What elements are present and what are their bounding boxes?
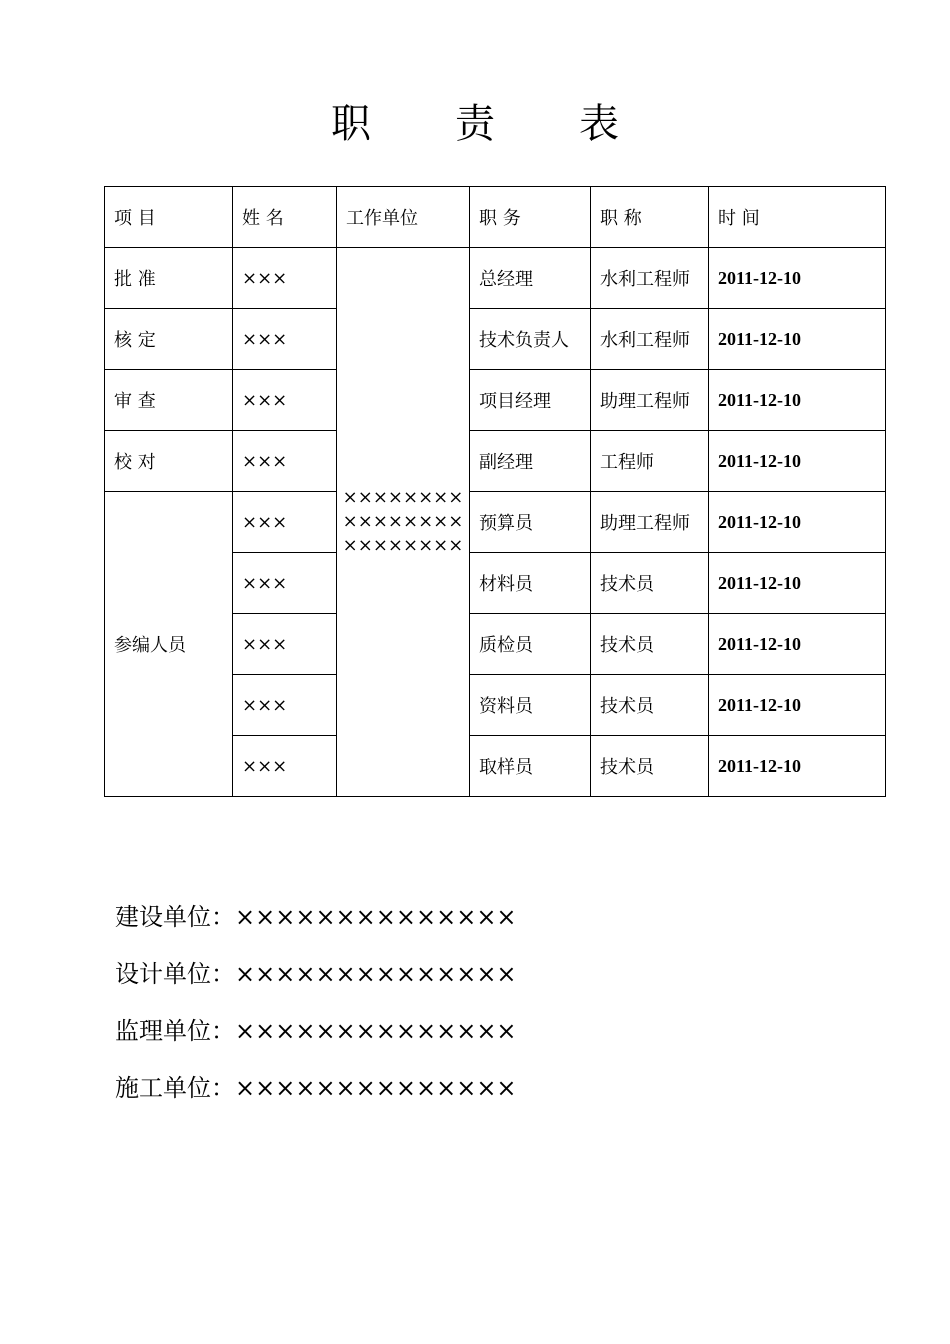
row-date: 2011-12-10 bbox=[709, 248, 886, 309]
row-title: 技术员 bbox=[591, 675, 709, 736]
row-name: ××× bbox=[233, 370, 337, 431]
row-item: 审 查 bbox=[105, 370, 233, 431]
table-row bbox=[105, 431, 886, 492]
row-position: 取样员 bbox=[470, 736, 591, 797]
org-label: 施工单位： bbox=[115, 1074, 235, 1102]
row-date: 2011-12-10 bbox=[709, 431, 886, 492]
row-position: 质检员 bbox=[470, 614, 591, 675]
header-item: 项 目 bbox=[105, 187, 233, 248]
row-position: 预算员 bbox=[470, 492, 591, 553]
row-position: 总经理 bbox=[470, 248, 591, 309]
group-label-cell: 参编人员 bbox=[105, 492, 233, 797]
row-name: ××× bbox=[233, 492, 337, 553]
row-name: ××× bbox=[233, 309, 337, 370]
row-date: 2011-12-10 bbox=[709, 492, 886, 553]
org-value: ×××××××××××××× bbox=[235, 960, 517, 988]
header-title: 职 称 bbox=[591, 187, 709, 248]
work-unit-cell: ×××××××××××××××××××××××× bbox=[337, 248, 470, 797]
org-label: 监理单位： bbox=[115, 1017, 235, 1045]
row-date: 2011-12-10 bbox=[709, 553, 886, 614]
row-date: 2011-12-10 bbox=[709, 370, 886, 431]
org-value: ×××××××××××××× bbox=[235, 1017, 517, 1045]
row-title: 助理工程师 bbox=[591, 492, 709, 553]
header-position: 职 务 bbox=[470, 187, 591, 248]
row-position: 资料员 bbox=[470, 675, 591, 736]
row-name: ××× bbox=[233, 553, 337, 614]
row-name: ××× bbox=[233, 614, 337, 675]
header-date: 时 间 bbox=[709, 187, 886, 248]
row-title: 工程师 bbox=[591, 431, 709, 492]
table-row bbox=[105, 309, 886, 370]
table-row bbox=[105, 370, 886, 431]
row-date: 2011-12-10 bbox=[709, 736, 886, 797]
org-line-construction bbox=[115, 895, 517, 952]
row-title: 水利工程师 bbox=[591, 248, 709, 309]
row-item: 核 定 bbox=[105, 309, 233, 370]
org-line-supervision bbox=[115, 1009, 517, 1066]
row-position: 技术负责人 bbox=[470, 309, 591, 370]
row-position: 材料员 bbox=[470, 553, 591, 614]
organization-list bbox=[115, 895, 517, 1123]
row-title: 技术员 bbox=[591, 553, 709, 614]
title-char: 表 bbox=[579, 101, 619, 147]
row-title: 技术员 bbox=[591, 736, 709, 797]
responsibility-table bbox=[104, 186, 886, 797]
org-line-design bbox=[115, 952, 517, 1009]
row-date: 2011-12-10 bbox=[709, 309, 886, 370]
row-name: ××× bbox=[233, 248, 337, 309]
row-title: 技术员 bbox=[591, 614, 709, 675]
table-header-row bbox=[105, 187, 886, 248]
row-name: ××× bbox=[233, 431, 337, 492]
table-row bbox=[105, 492, 886, 553]
row-item: 批 准 bbox=[105, 248, 233, 309]
row-position: 副经理 bbox=[470, 431, 591, 492]
table-row bbox=[105, 248, 886, 309]
row-item: 校 对 bbox=[105, 431, 233, 492]
org-label: 建设单位： bbox=[115, 903, 235, 931]
row-name: ××× bbox=[233, 675, 337, 736]
org-value: ×××××××××××××× bbox=[235, 1074, 517, 1102]
row-name: ××× bbox=[233, 736, 337, 797]
header-work-unit: 工作单位 bbox=[337, 187, 470, 248]
row-date: 2011-12-10 bbox=[709, 614, 886, 675]
row-position: 项目经理 bbox=[470, 370, 591, 431]
title-char: 责 bbox=[455, 101, 495, 147]
header-name: 姓 名 bbox=[233, 187, 337, 248]
row-title: 助理工程师 bbox=[591, 370, 709, 431]
org-value: ×××××××××××××× bbox=[235, 903, 517, 931]
org-line-contractor bbox=[115, 1066, 517, 1123]
title-char: 职 bbox=[331, 101, 371, 147]
org-label: 设计单位： bbox=[115, 960, 235, 988]
row-date: 2011-12-10 bbox=[709, 675, 886, 736]
row-title: 水利工程师 bbox=[591, 309, 709, 370]
page-title bbox=[0, 92, 950, 149]
